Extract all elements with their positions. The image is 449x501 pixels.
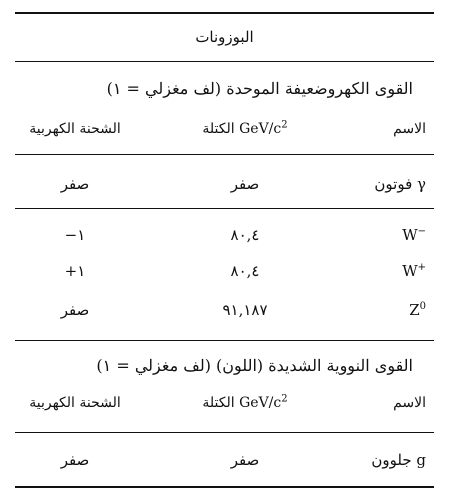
column-header-charge: الشحنة الكهربية (29, 121, 121, 137)
table-row (15, 262, 434, 284)
column-header-mass (200, 121, 290, 137)
mass-unit: GeV/$c^2$ (239, 393, 288, 411)
particle-charge: ١− (64, 226, 86, 244)
particle-symbol: g (416, 451, 426, 469)
table-row (15, 175, 434, 197)
section-divider (15, 340, 434, 341)
particle-mass: ٨٠,٤ (230, 262, 260, 280)
particle-symbol: γ (417, 175, 426, 193)
particle-name (409, 301, 426, 319)
title-divider (15, 61, 434, 62)
particle-symbol: $Z^0$ (409, 301, 426, 319)
particle-label: جلوون (371, 451, 412, 469)
table-title: البوزونات (195, 28, 254, 46)
table-row (15, 226, 434, 248)
particle-mass: ٩١,١٨٧ (222, 301, 268, 319)
column-header-name: الاسم (393, 121, 426, 137)
mass-unit: GeV/$c^2$ (239, 119, 288, 137)
particle-charge: ١+ (64, 262, 86, 280)
column-header-row (15, 395, 434, 417)
particle-name (374, 175, 426, 193)
particle-charge: صفر (60, 451, 90, 469)
mass-label: الكتلة (202, 395, 235, 411)
particle-symbol: W− (402, 226, 426, 244)
particle-mass: ٨٠,٤ (230, 226, 260, 244)
particle-mass: صفر (230, 451, 260, 469)
particle-mass: صفر (230, 175, 260, 193)
particle-name (371, 451, 426, 469)
column-header-mass (200, 395, 290, 411)
particle-symbol: W+ (402, 262, 426, 280)
particle-charge: صفر (60, 175, 90, 193)
column-header-row (15, 121, 434, 143)
particle-label: فوتون (374, 175, 413, 193)
column-header-charge: الشحنة الكهربية (29, 395, 121, 411)
header-divider (15, 154, 434, 155)
section-heading-strong: القوى النووية الشديدة (اللون) (لف مغزلي = ١) (96, 356, 413, 375)
table-row (15, 451, 434, 473)
mass-label: الكتلة (202, 121, 235, 137)
section-heading-electroweak: القوى الكهروضعيفة الموحدة (لف مغزلي = ١) (106, 79, 413, 98)
header-divider (15, 432, 434, 433)
bottom-rule (15, 486, 434, 488)
top-rule (15, 12, 434, 14)
column-header-name: الاسم (393, 395, 426, 411)
particle-name (402, 226, 426, 244)
particle-name (402, 262, 426, 280)
table-row (15, 301, 434, 323)
row-divider (15, 208, 434, 209)
particle-charge: صفر (60, 301, 90, 319)
